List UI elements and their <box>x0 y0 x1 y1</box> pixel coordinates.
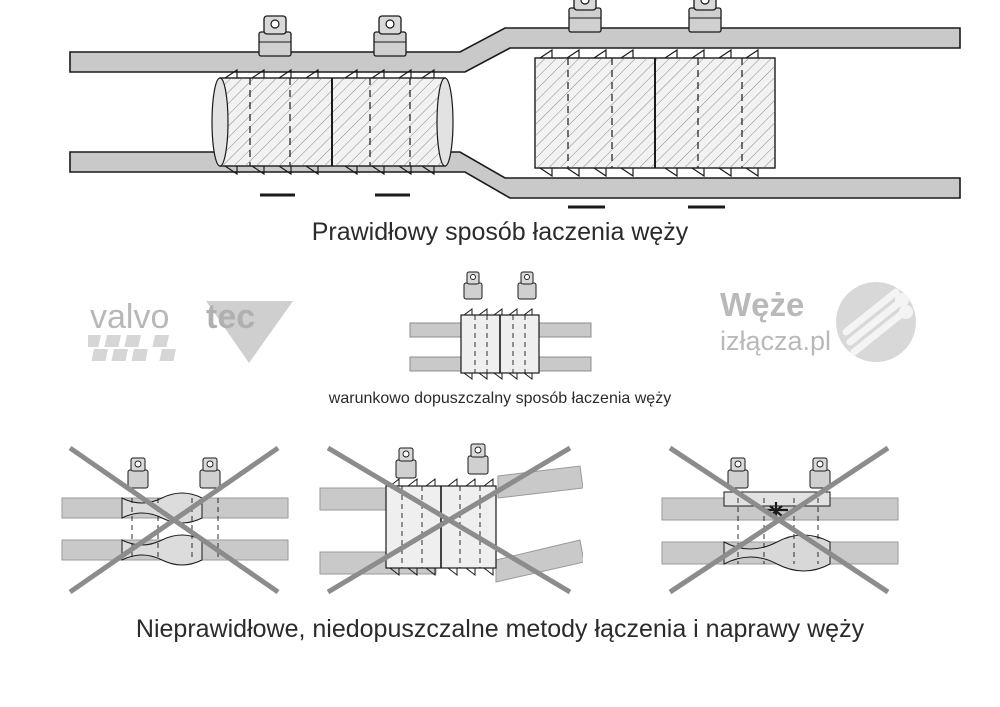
hose-clamp-2 <box>200 458 220 488</box>
valvotec-checkers <box>88 335 176 361</box>
hose-clamp-2 <box>518 272 536 299</box>
sleeve-right <box>535 50 775 176</box>
weze-logo-cap-1 <box>895 293 909 307</box>
hose-clamp-1 <box>259 16 291 56</box>
hose-clamp-2 <box>468 444 488 474</box>
weze-logo-line2: izłącza.pl <box>720 326 832 356</box>
incorrect-method-1-diagram <box>60 440 290 600</box>
hose-clamp-1 <box>396 448 416 478</box>
hose-upper-wall <box>70 28 960 72</box>
sleeve-left <box>212 70 453 174</box>
weze-izlacza-logo <box>718 280 918 370</box>
hose-clamp-1 <box>464 272 482 299</box>
weze-logo-line1: Węże <box>720 286 805 323</box>
weze-logo-cap-2 <box>899 305 913 319</box>
hose-clamp-3 <box>569 0 601 32</box>
sleeve <box>461 309 539 379</box>
valvotec-text-light: valvo <box>90 298 170 336</box>
incorrect-method-2-diagram <box>318 440 583 600</box>
hose-lower-wall <box>70 152 960 198</box>
valvotec-logo <box>88 283 293 368</box>
conditional-joining-diagram <box>405 265 595 385</box>
cross-out-mark <box>70 448 278 592</box>
caption-conditional: warunkowo dopuszczalny sposób łaczenia węży <box>328 390 672 407</box>
hose-clamp-2 <box>374 16 406 56</box>
cross-out-mark <box>328 448 570 592</box>
correct-hose-joining-diagram <box>60 0 980 215</box>
hose-clamp-2 <box>810 458 830 488</box>
hose-clamp-1 <box>128 458 148 488</box>
incorrect-method-3-diagram <box>660 440 900 600</box>
caption-correct: Prawidłowy sposób łaczenia węży <box>311 218 689 246</box>
hose-clamp-4 <box>689 0 721 32</box>
caption-incorrect: Nieprawidłowe, niedopuszczalne metody łączenia i naprawy węży <box>135 615 865 643</box>
valvotec-text-bold: tec <box>206 298 256 336</box>
hose-clamp-1 <box>728 458 748 488</box>
